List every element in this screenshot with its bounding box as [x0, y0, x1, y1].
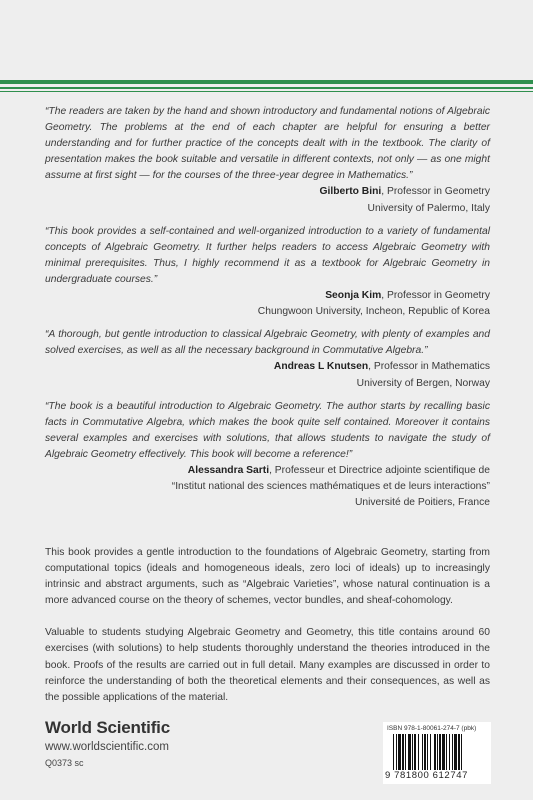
reviewer-name: Gilberto Bini	[319, 186, 382, 198]
reviews-section	[45, 104, 490, 518]
isbn-barcode	[383, 722, 491, 784]
review-quote: “The readers are taken by the hand and shown introductory and fundamental notions of Algebraic Geometry. The problems at the end of each chapter are helpful for ensuring a better understanding and for further practice of the concepts dealt with in the textbook. The clarity of presentation makes the book suitable and versatile in different contexts, not only — as one might assume at first sight — for the courses of the three-year degree in Mathematics.”	[45, 106, 490, 182]
reviewer-title: , Professeur et Directrice adjointe scientifique de	[269, 464, 490, 476]
publisher-info	[45, 718, 170, 768]
green-stripe-bottom	[0, 91, 533, 92]
barcode-digits: 9 781800 612747	[385, 770, 468, 781]
reviewer-affiliation: Chungwoon University, Incheon, Republic of Korea	[257, 306, 490, 318]
barcode-icon	[393, 734, 487, 770]
reviewer-name: Andreas L Knutsen	[273, 361, 369, 373]
review-quote: “A thorough, but gentle introduction to classical Algebraic Geometry, with plenty of examples and solved exercises, as well as all the necessary background in Commutative Algebra.”	[45, 329, 490, 357]
reviewer-title: , Professor in Geometry	[381, 290, 490, 302]
reviewer-title: , Professor in Geometry	[381, 186, 490, 198]
description-paragraph: Valuable to students studying Algebraic Geometry and Geometry, this title contains around 60 exercises (with solutions) to help students thoroughly understand the theories introduced in the book. Proofs of the results are carried out in full detail. Many examples are discussed in order to reinforce the understanding of both the theoretical elements and their consequences, as well as the possible applications of the material.	[45, 627, 490, 703]
green-stripe-top	[0, 80, 533, 84]
review-quote: “This book provides a self-contained and well-organized introduction to a variety of fundamental concepts of Algebraic Geometry. It further helps readers to access Algebraic Geometry with minimal prerequisites. Thus, I highly recommend it as a textbook for Algebraic Geometry in undergraduate courses.”	[45, 225, 490, 285]
review-4	[45, 399, 490, 512]
reviewer-title: , Professor in Mathematics	[368, 361, 490, 373]
reviewer-affiliation: University of Bergen, Norway	[356, 377, 490, 389]
review-1	[45, 104, 490, 217]
review-attribution	[45, 463, 490, 479]
publisher-url: www.worldscientific.com	[45, 741, 169, 753]
review-attribution	[45, 184, 490, 200]
reviewer-name: Alessandra Sarti	[187, 464, 270, 476]
product-code: Q0373 sc	[45, 758, 84, 768]
review-attribution	[45, 288, 490, 304]
publisher-logo-text: World Scientific	[45, 718, 170, 737]
isbn-label: ISBN 978-1-80061-274-7 (pbk)	[387, 725, 477, 732]
review-attribution	[45, 359, 490, 375]
reviewer-affiliation: University of Palermo, Italy	[367, 202, 490, 214]
description-paragraph: This book provides a gentle introduction to the foundations of Algebraic Geometry, starting from computational topics (ideals and homogeneous ideals, zero loci of ideals) up to increasingly intrinsic and abstract arguments, such as “Algebraic Varieties”, whose natural continuation is a more advanced course on the theory of schemes, vector bundles, and sheaf-cohomology.	[45, 547, 490, 607]
review-3	[45, 327, 490, 391]
review-2	[45, 224, 490, 321]
book-description	[45, 545, 490, 722]
review-quote: “The book is a beautiful introduction to Algebraic Geometry. The author starts by recalling basic facts in Commutative Algebra, which makes the book quite self contained. Moreover it contains several examples and exercises with solutions, that allows students to navigate the study of Algebraic Geometry effectively. This book will become a reference!”	[45, 400, 490, 460]
reviewer-affiliation: Université de Poitiers, France	[354, 497, 490, 509]
reviewer-affiliation: “Institut national des sciences mathématiques et de leurs interactions”	[171, 481, 490, 493]
green-stripe-middle	[0, 87, 533, 89]
reviewer-name: Seonja Kim	[325, 290, 382, 302]
